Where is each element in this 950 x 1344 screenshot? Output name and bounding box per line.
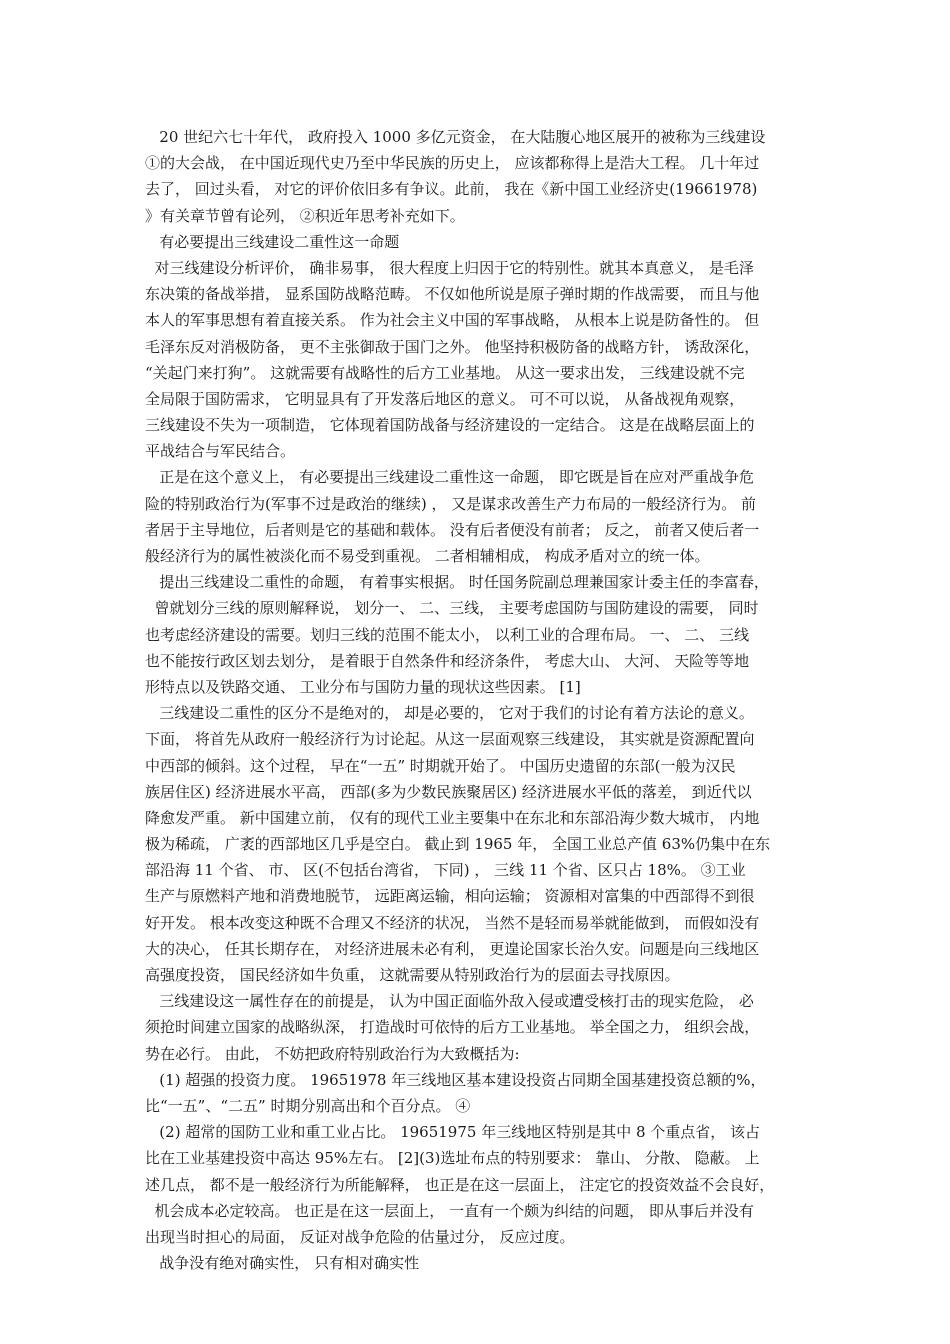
text-line: 中西部的倾斜。这个过程， 早在“一五” 时期就开始了。 中国历史遗留的东部(一般为汉民 <box>145 756 736 775</box>
text-line: 全局限于国防需求， 它明显具有了开发落后地区的意义。 可不可以说， 从备战视角观察， <box>145 389 745 408</box>
text-line: 极为稀疏， 广袤的西部地区几乎是空白。 截止到 1965 年， 全国工业总产值 63%仍集中在东 <box>145 835 771 854</box>
text-line: 正是在这个意义上， 有必要提出三线建设二重性这一命题， 即它既是旨在应对严重战争危 <box>145 468 754 487</box>
text-line: 部沿海 11 个省、 市、 区(不包括台湾省， 下同) ， 三线 11 个省、区只占 18%。 ③工业 <box>145 861 746 880</box>
text-line: 者居于主导地位，后者则是它的基础和载体。 没有后者便没有前者； 反之， 前者又使后者一 <box>145 520 760 539</box>
text-line: 东决策的备战举措， 显系国防战略范畴。 不仅如他所说是原子弹时期的作战需要， 而且与他 <box>145 285 760 304</box>
text-line: 去了， 回过头看， 对它的评价依旧多有争议。此前， 我在《新中国工业经济史(19661978) <box>145 180 758 199</box>
text-line: 也不能按行政区划去划分， 是着眼于自然条件和经济条件， 考虑大山、 大河、 天险等等地 <box>145 651 750 670</box>
text-line: 述几点， 都不是一般经济行为所能解释， 也正是在这一层面上， 注定它的投资效益不会良好， <box>145 1175 775 1194</box>
text-line: 20 世纪六七十年代， 政府投入 1000 多亿元资金， 在大陆腹心地区展开的被称为三线建设 <box>145 128 766 146</box>
text-line: 三线建设二重性的区分不是绝对的， 却是必要的， 它对于我们的讨论有着方法论的意义。 <box>145 704 754 723</box>
text-line: 提出三线建设二重性的命题， 有着事实根据。 时任国务院副总理兼国家计委主任的李富春， <box>145 573 769 592</box>
text-line: 平战结合与军民结合。 <box>145 442 296 461</box>
text-line: 险的特别政治行为(军事不过是政治的继续) ， 又是谋求改善生产力布局的一般经济行为。 前 <box>145 494 757 513</box>
text-line: 比在工业基建投资中高达 95%左右。 [2](3)选址布点的特别要求： 靠山、 分散、 隐蔽。 上 <box>145 1149 760 1168</box>
text-line: “关起门来打狗”。 这就需要有战略性的后方工业基地。 从这一要求出发， 三线建设就不完 <box>145 363 745 382</box>
text-line: 出现当时担心的局面， 反证对战争危险的估量过分， 反应过度。 <box>145 1227 575 1246</box>
text-line: 三线建设这一属性存在的前提是， 认为中国正面临外敌入侵或遭受核打击的现实危险， 必 <box>145 992 754 1011</box>
text-line: 三线建设不失为一项制造， 它体现着国防战备与经济建设的一定结合。 这是在战略层面上的 <box>145 416 755 435</box>
text-line: 比“一五”、“二五” 时期分别高出和个百分点。 ④ <box>145 1096 471 1115</box>
section-heading: 有必要提出三线建设二重性这一命题 <box>145 232 400 251</box>
text-line: 大的决心， 任其长期存在， 对经济进展未必有利， 更遑论国家长治久安。问题是向三线地区 <box>145 939 760 958</box>
text-line: 降愈发严重。 新中国建立前， 仅有的现代工业主要集中在东北和东部沿海少数大城市， 内地 <box>145 808 760 827</box>
text-line: 毛泽东反对消极防备， 更不主张御敌于国门之外。 他坚持积极防备的战略方针， 诱敌深化， <box>145 337 760 356</box>
document-body <box>145 124 817 1276</box>
text-line: 势在必行。 由此， 不妨把政府特别政治行为大致概括为: <box>145 1044 520 1063</box>
text-line: 机会成本必定较高。 也正是在这一层面上， 一直有一个颇为纠结的问题， 即从事后并没有 <box>145 1201 754 1220</box>
text-line: 对三线建设分析评价， 确非易事， 很大程度上归因于它的特别性。就其本真意义， 是毛泽 <box>145 258 754 277</box>
text-line: 曾就划分三线的原则解释说， 划分一、 二、三线， 主要考虑国防与国防建设的需要， 同时 <box>145 599 759 618</box>
text-line: 般经济行为的属性被淡化而不易受到重视。 二者相辅相成， 构成矛盾对立的统一体。 <box>145 547 710 565</box>
text-line: 下面， 将首先从政府一般经济行为讨论起。从这一层面观察三线建设， 其实就是资源配置向 <box>145 730 755 749</box>
text-line: 好开发。 根本改变这种既不合理又不经济的状况， 当然不是轻而易举就能做到， 而假如没有 <box>145 913 760 932</box>
section-heading: 战争没有绝对确实性， 只有相对确实性 <box>145 1254 420 1273</box>
text-line: 形特点以及铁路交通、 工业分布与国防力量的现状这些因素。 [1] <box>145 677 581 696</box>
text-line: 本人的军事思想有着直接关系。 作为社会主义中国的军事战略， 从根本上说是防备性的。 但 <box>145 311 760 330</box>
text-line: 须抢时间建立国家的战略纵深， 打造战时可依恃的后方工业基地。 举全国之力， 组织会战， <box>145 1018 760 1037</box>
text-line: 族居住区) 经济进展水平高， 西部(多为少数民族聚居区) 经济进展水平低的落差， 到近代以 <box>145 782 752 801</box>
text-line: 也考虑经济建设的需要。划归三线的范围不能太小， 以利工业的合理布局。 一、 二、 三线 <box>145 625 750 644</box>
text-line: 生产与原燃料产地和消费地脱节， 远距离运输，相向运输； 资源相对富集的中西部得不到很 <box>145 887 755 906</box>
text-line: (2) 超常的国防工业和重工业占比。 19651975 年三线地区特别是其中 8 个重点省， 该占 <box>145 1123 761 1142</box>
text-line: 高强度投资， 国民经济如牛负重， 这就需要从特别政治行为的层面去寻找原因。 <box>145 966 680 984</box>
text-line: (1) 超强的投资力度。 19651978 年三线地区基本建设投资占同期全国基建投资总额的%， <box>145 1070 766 1089</box>
text-line: 》有关章节曾有论列， ②积近年思考补充如下。 <box>145 206 465 225</box>
text-line: ①的大会战， 在中国近现代史乃至中华民族的历史上， 应该都称得上是浩大工程。 几十年过 <box>145 154 760 173</box>
